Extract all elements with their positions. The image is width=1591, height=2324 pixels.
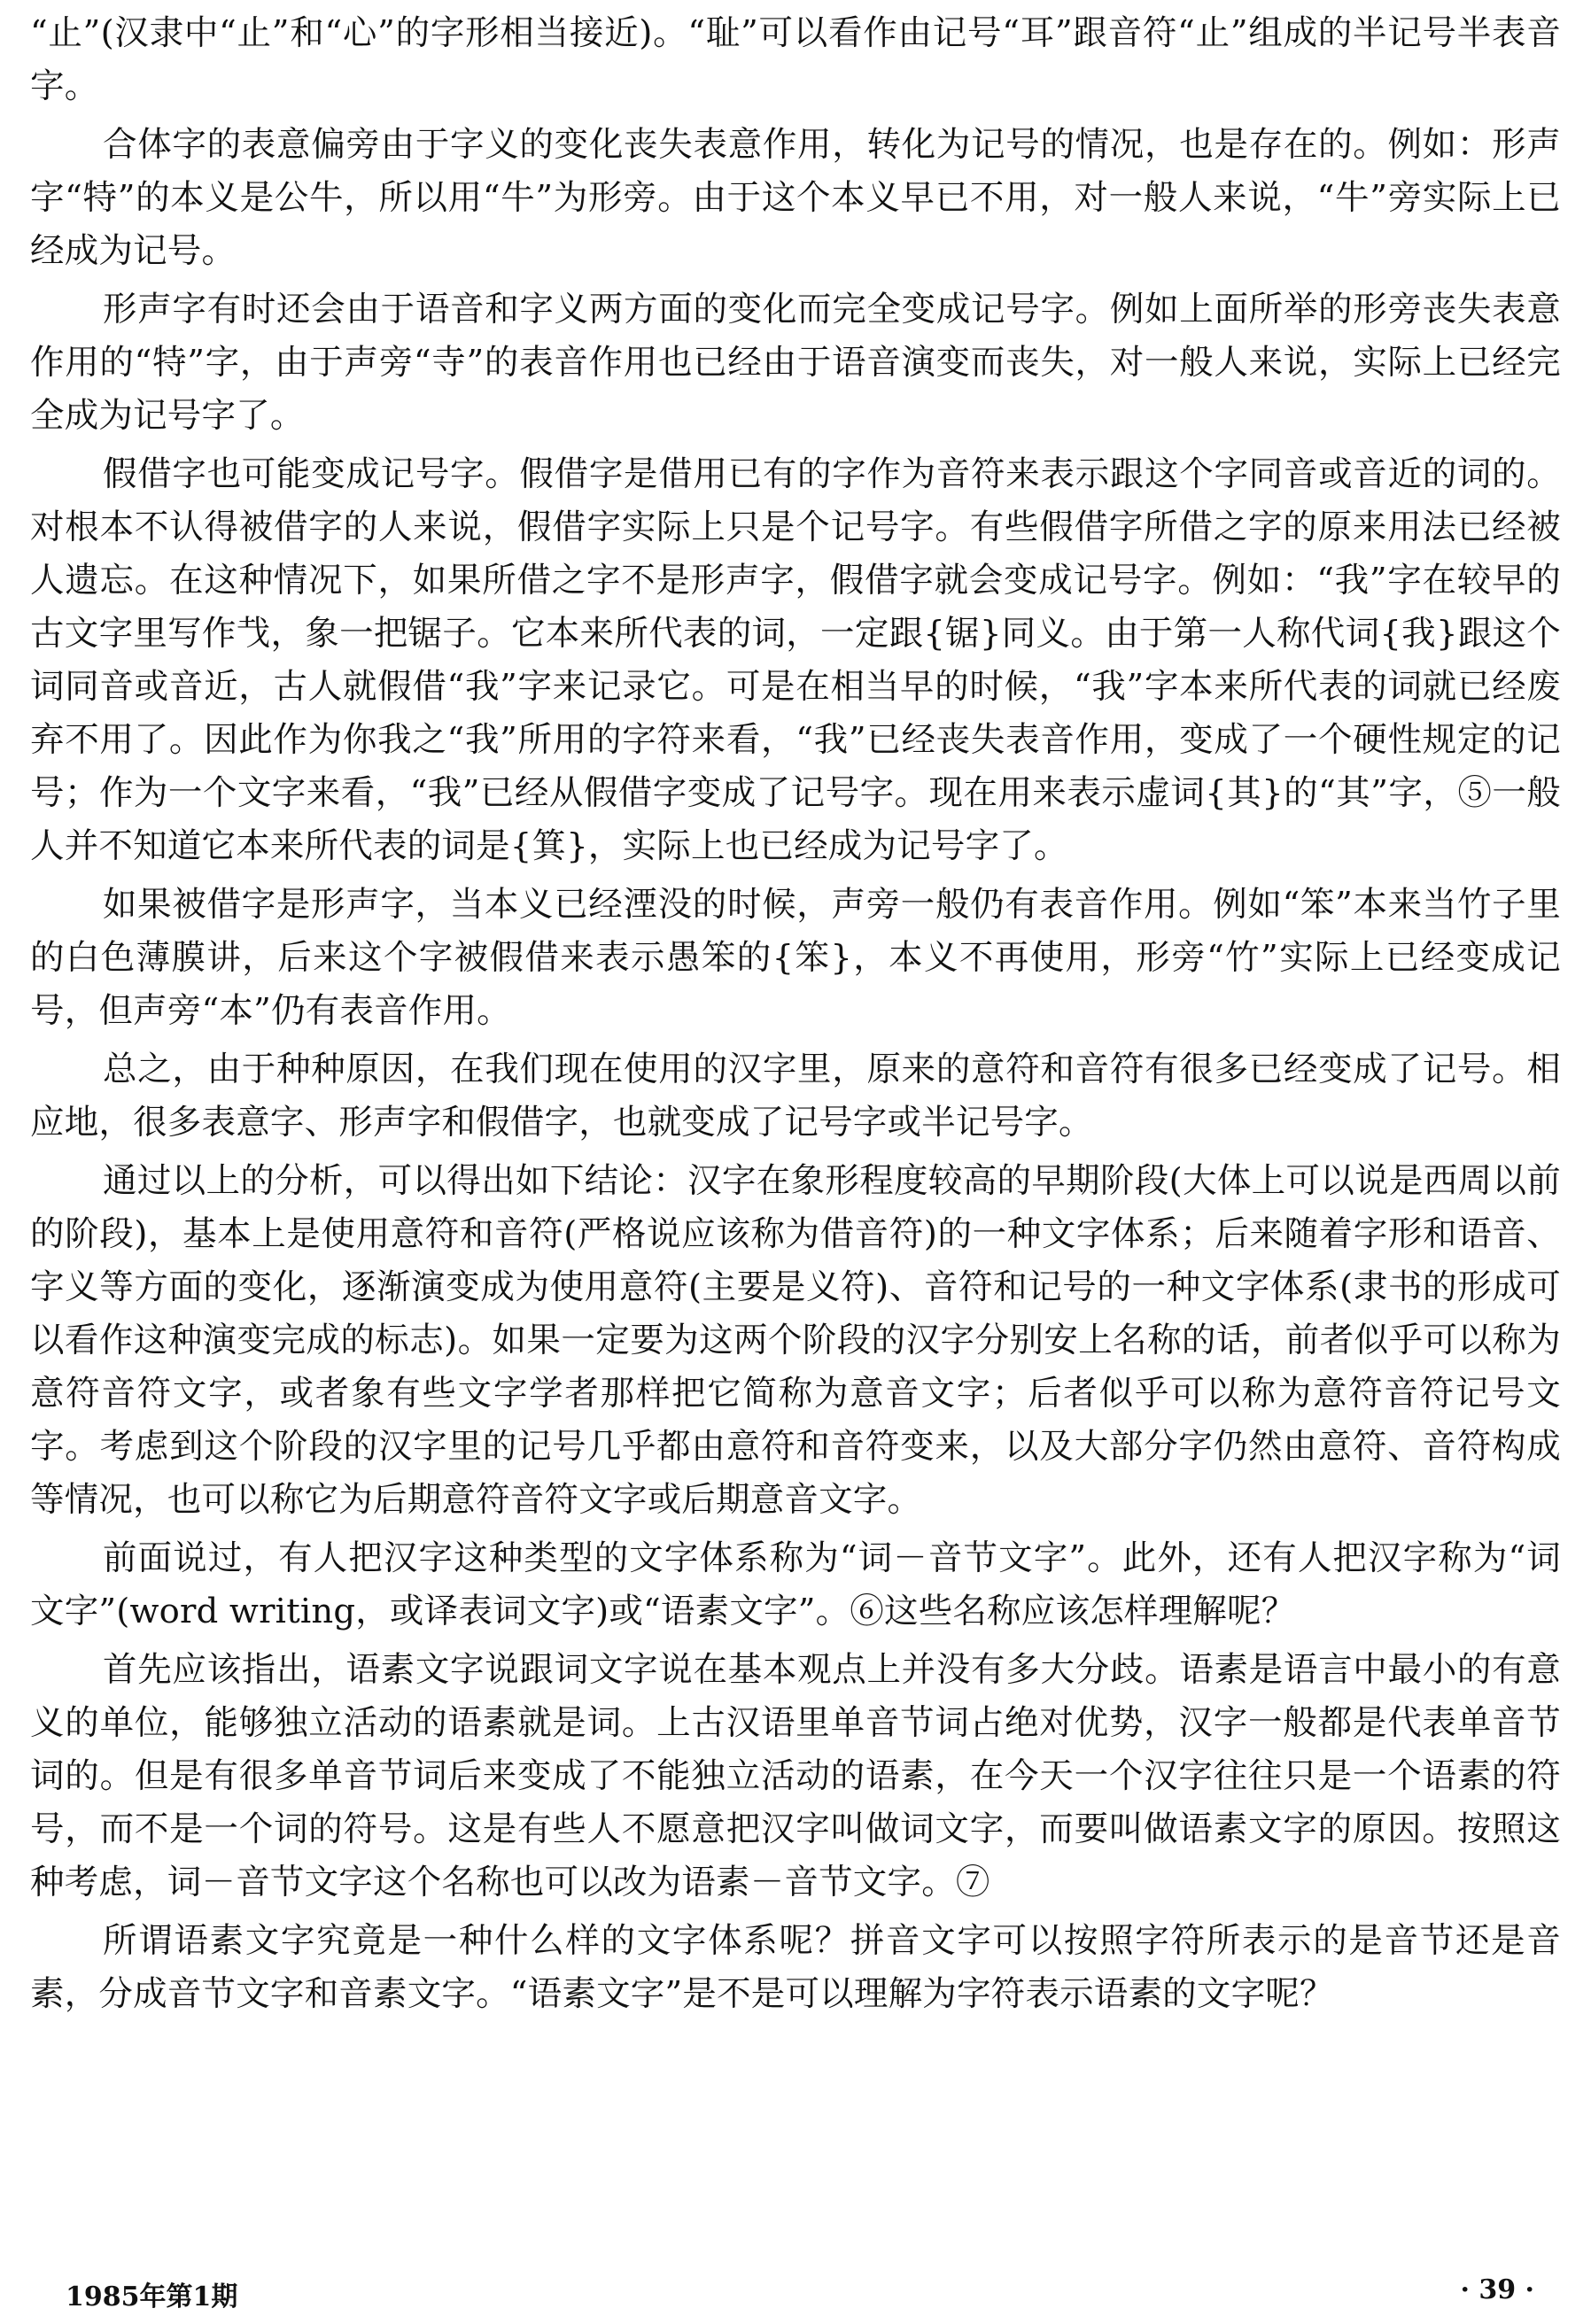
paragraph-8: 前面说过，有人把汉字这种类型的文字体系称为“词－音节文字”。此外，还有人把汉字称为“词文字”(word writing，或译表词文字)或“语素文字”。⑥这些名称应该怎样理解呢？ [30,1538,1561,1631]
paragraph-6: 总之，由于种种原因，在我们现在使用的汉字里，原来的意符和音符有很多已经变成了记号。相应地，很多表意字、形声字和假借字，也就变成了记号字或半记号字。 [30,1050,1561,1143]
page-number: · 39 · [1460,2274,1534,2305]
paragraph-7: 通过以上的分析，可以得出如下结论：汉字在象形程度较高的早期阶段(大体上可以说是西周以前的阶段)，基本上是使用意符和音符(严格说应该称为借音符)的一种文字体系；后来随着字形和语音、字义等方面的变化，逐渐演变成为使用意符(主要是义符)、音符和记号的一种文字体系(隶书的形成可以看作这种演变完成的标志)。如果一定要为这两个阶段的汉字分别安上名称的话，前者似乎可以称为意符音符文字，或者象有些文字学者那样把它简称为意音文字；后者似乎可以称为意符音符记号文字。考虑到这个阶段的汉字里的记号几乎都由意符和音符变来，以及大部分字仍然由意符、音符构成等情况，也可以称它为后期意符音符文字或后期意音文字。 [30,1161,1561,1520]
paragraph-4: 假借字也可能变成记号字。假借字是借用已有的字作为音符来表示跟这个字同音或音近的词的。对根本不认得被借字的人来说，假借字实际上只是个记号字。有些假借字所借之字的原来用法已经被人遗忘。在这种情况下，如果所借之字不是形声字，假借字就会变成记号字。例如：“我”字在较早的古文字里写作𢦏，象一把锯子。它本来所代表的词，一定跟{锯}同义。由于第一人称代词{我}跟这个词同音或音近，古人就假借“我”字来记录它。可是在相当早的时候，“我”字本来所代表的词就已经废弃不用了。因此作为你我之“我”所用的字符来看，“我”已经丧失表音作用，变成了一个硬性规定的记号；作为一个文字来看，“我”已经从假借字变成了记号字。现在用来表示虚词{其}的“其”字，⑤一般人并不知道它本来所代表的词是{箕}，实际上也已经成为记号字了。 [30,454,1561,866]
paragraph-10: 所谓语素文字究竟是一种什么样的文字体系呢？拼音文字可以按照字符所表示的是音节还是音素，分成音节文字和音素文字。“语素文字”是不是可以理解为字符表示语素的文字呢？ [30,1921,1561,2014]
paragraph-1: “止”(汉隶中“止”和“心”的字形相当接近)。“耻”可以看作由记号“耳”跟音符“止”组成的半记号半表音字。 [30,13,1561,106]
issue-label: 1985年第1期 [66,2281,238,2312]
paragraph-3: 形声字有时还会由于语音和字义两方面的变化而完全变成记号字。例如上面所举的形旁丧失表意作用的“特”字，由于声旁“寺”的表音作用也已经由于语音演变而丧失，对一般人来说，实际上已经完全成为记号字了。 [30,290,1561,436]
paragraph-9: 首先应该指出，语素文字说跟词文字说在基本观点上并没有多大分歧。语素是语言中最小的有意义的单位，能够独立活动的语素就是词。上古汉语里单音节词占绝对优势，汉字一般都是代表单音节词的。但是有很多单音节词后来变成了不能独立活动的语素，在今天一个汉字往往只是一个语素的符号，而不是一个词的符号。这是有些人不愿意把汉字叫做词文字，而要叫做语素文字的原因。按照这种考虑，词－音节文字这个名称也可以改为语素－音节文字。⑦ [30,1650,1561,1902]
document-page [30,7,1561,2310]
article-body [30,7,1561,2021]
page-footer [30,2274,1561,2319]
paragraph-5: 如果被借字是形声字，当本义已经湮没的时候，声旁一般仍有表音作用。例如“笨”本来当竹子里的白色薄膜讲，后来这个字被假借来表示愚笨的{笨}，本义不再使用，形旁“竹”实际上已经变成记号，但声旁“本”仍有表音作用。 [30,885,1561,1031]
paragraph-2: 合体字的表意偏旁由于字义的变化丧失表意作用，转化为记号的情况，也是存在的。例如：形声字“特”的本义是公牛，所以用“牛”为形旁。由于这个本义早已不用，对一般人来说，“牛”旁实际上已经成为记号。 [30,125,1561,271]
